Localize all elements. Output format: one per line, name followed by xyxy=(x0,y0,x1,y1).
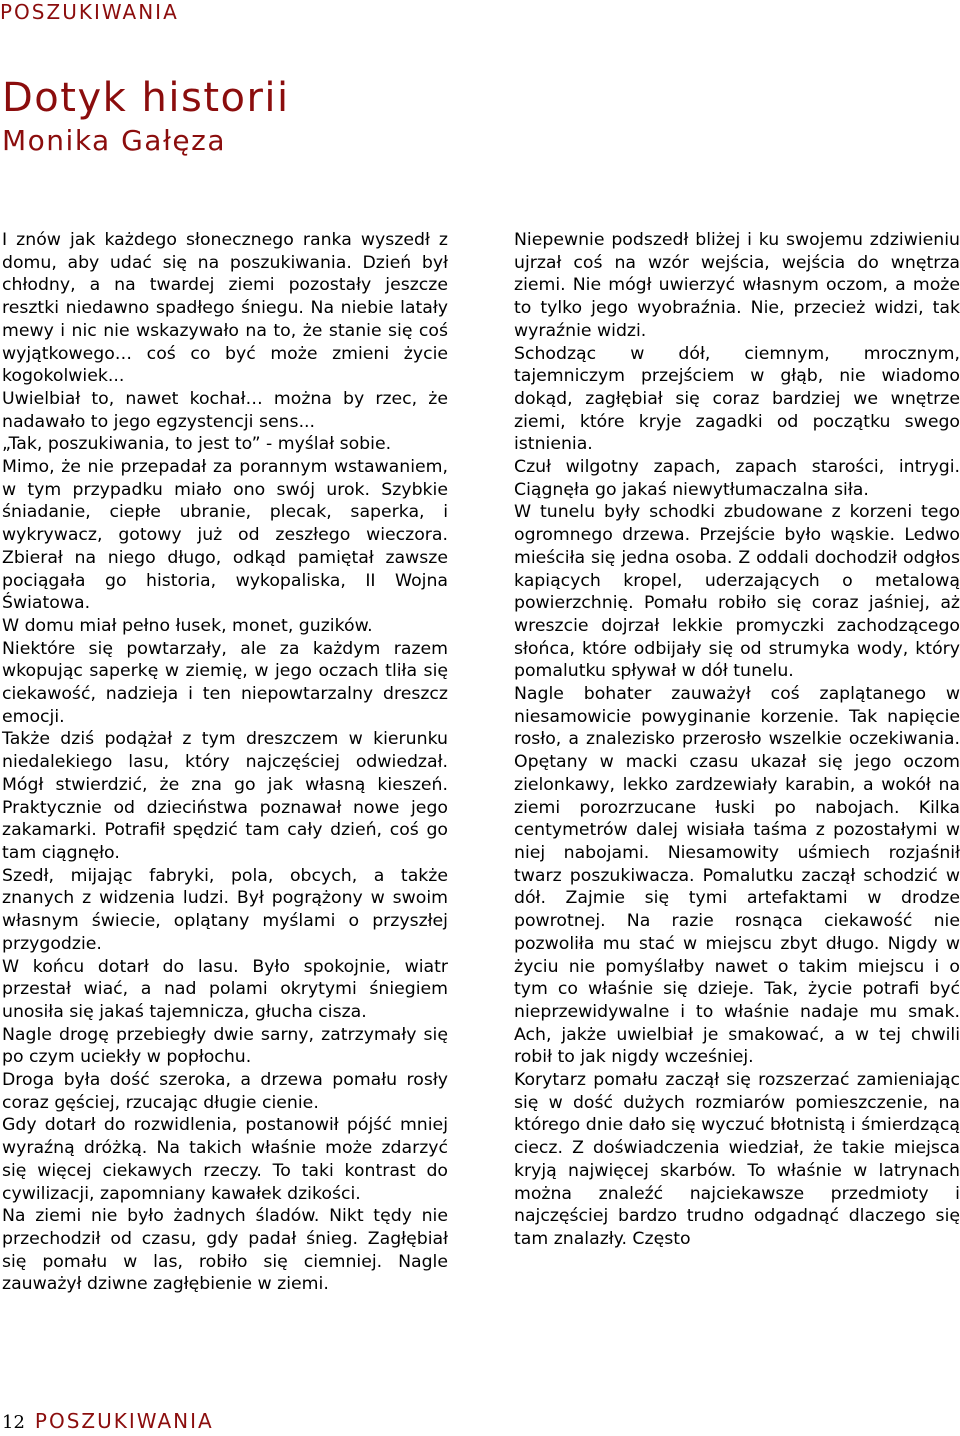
running-header: POSZUKIWANIA xyxy=(0,0,179,24)
paragraph: Mimo, że nie przepadał za porannym wstawaniem, w tym przypadku miało ono swój urok. Szybkie śniadanie, ciepłe ubranie, plecak, saperka, i wykrywacz, gotowy już od zeszłego wieczora. Zbierał na niego długo, odkąd pamiętał zawsze pociągała go historia, wykopaliska, II Wojna Światowa. xyxy=(2,457,448,614)
footer-section-label: POSZUKIWANIA xyxy=(34,1409,214,1433)
paragraph: Szedł, mijając fabryki, pola, obcych, a także znanych z widzenia ludzi. Był pogrążony w swoim własnym świecie, oplątany myślami o przyszłej przygodzie. xyxy=(2,865,448,954)
paragraph: Nagle drogę przebiegły dwie sarny, zatrzymały się po czym uciekły w popłochu. xyxy=(2,1024,448,1068)
article-author: Monika Gałęza xyxy=(2,124,226,157)
paragraph: W domu miał pełno łusek, monet, guzików. xyxy=(2,615,373,636)
page-number: 12 xyxy=(2,1412,25,1433)
paragraph: Czuł wilgotny zapach, zapach starości, intrygi. Ciągnęła go jakaś niewytłumaczalna siła. xyxy=(514,457,960,500)
right-column xyxy=(514,229,960,1251)
paragraph: I znów jak każdego słonecznego ranka wyszedł z domu, aby udać się na poszukiwania. Dzień był chłodny, a na twardej ziemi pozostały jeszcze resztki niedawno spadłego śniegu. Na niebie latały mewy i nic nie wskazywało na to, że stanie się coś wyjątkowego… coś co być może zmieni życie kogokolwiek... xyxy=(2,230,448,387)
paragraph: W tunelu były schodki zbudowane z korzeni tego ogromnego drzewa. Przejście było wąskie. Ledwo mieściła się jedna osoba. Z oddali dochodził odgłos kapiących kropel, uderzających o metalową powierzchnię. Pomału robiło się coraz jaśniej, aż wreszcie dojrzał lekkie promyczki zachodzącego słońca, które odbijały się od strumyka wody, który pomalutku spływał w dół tunelu. xyxy=(514,502,960,682)
paragraph: W końcu dotarł do lasu. Było spokojnie, wiatr przestał wiać, a nad polami okrytymi śniegiem unosiła się jakaś tajemnicza, głucha cisza. xyxy=(2,956,448,1022)
paragraph: Korytarz pomału zaczął się rozszerzać zamieniając się w dość dużych rozmiarów pomieszczenie, na którego dnie dało się wyczuć błotnistą i śmierdzącą ciecz. Z doświadczenia wiedział, że takie miejsca kryją najwięcej skarbów. To właśnie w latrynach można znaleźć najciekawsze przedmioty i najczęściej bardzo trudno odgadnąć dlaczego się tam znalazły. Często xyxy=(514,1070,960,1249)
paragraph: „Tak, poszukiwania, to jest to” - myślał sobie. xyxy=(2,434,392,455)
paragraph: Niektóre się powtarzały, ale za każdym razem wkopując saperkę w ziemię, w jego oczach tliła się ciekawość, nadzieja i ten niepowtarzalny dreszcz emocji. xyxy=(2,638,448,727)
paragraph: Niepewnie podszedł bliżej i ku swojemu zdziwieniu ujrzał coś na wzór wejścia, wejścia do wnętrza ziemi. Nie mógł uwierzyć własnym oczom, a może to tylko jego wyobraźnia. Nie, przecież widzi, tak wyraźnie widzi. xyxy=(514,230,960,341)
page-footer xyxy=(2,1408,214,1436)
paragraph: Także dziś podążał z tym dreszczem w kierunku niedalekiego lasu, który najczęściej odwiedzał. Mógł stwierdzić, że zna go jak własną kieszeń. Praktycznie od dzieciństwa poznawał nowe jego zakamarki. Potrafił spędzić tam cały dzień, coś go tam ciągnęło. xyxy=(2,729,448,863)
article-title: Dotyk historii xyxy=(2,75,290,121)
paragraph: Schodząc w dół, ciemnym, mrocznym, tajemniczym przejściem w głąb, nie wiadomo dokąd, zagłębiał się coraz bardziej we wnętrze ziemi, które kryje zagadki od początku swego istnienia. xyxy=(514,343,960,455)
paragraph: Na ziemi nie było żadnych śladów. Nikt tędy nie przechodził od czasu, gdy padał śnieg. Zagłębiał się pomału w las, robiło się ciemniej. Nagle zauważył dziwne zagłębienie w ziemi. xyxy=(2,1206,448,1295)
paragraph: Gdy dotarł do rozwidlenia, postanowił pójść mniej wyraźną dróżką. Na takich właśnie może zdarzyć się więcej ciekawych rzeczy. To taki kontrast do cywilizacji, zapomniany kawałek dzikości. xyxy=(2,1115,448,1204)
paragraph: Uwielbiał to, nawet kochał… można by rzec, że nadawało to jego egzystencji sens... xyxy=(2,388,448,432)
paragraph: Nagle bohater zauważył coś zaplątanego w niesamowicie powyginanie korzenie. Tak napięcie rosło, a znalezisko przerosło wszelkie oczekiwania. Opętany w macki czasu ukazał się jego oczom zielonkawy, lekko zardzewiały karabin, a wokół na ziemi porozrzucane łuski po nabojach. Kilka centymetrów dalej wisiała taśma z pozostałymi w niej nabojami. Niesamowity uśmiech rozjaśnił twarz poszukiwacza. Pomalutku zaczął schodzić w dół. Zajmie się tymi artefaktami w drodze powrotnej. Na razie rosnąca ciekawość nie pozwoliła mu stać w miejscu zbyt długo. Nigdy w życiu nie pomyślałby nawet o takim miejscu i o tym co właśnie się dzieje. Tak, życie potrafi być nieprzewidywalne i to właśnie nadaje mu smak. Ach, jakże uwielbiał je smakować, a w tej chwili robił to jak nigdy wcześniej. xyxy=(514,684,960,1068)
left-column xyxy=(2,229,448,1296)
paragraph: Droga była dość szeroka, a drzewa pomału rosły coraz gęściej, rzucając długie cienie. xyxy=(2,1070,448,1113)
